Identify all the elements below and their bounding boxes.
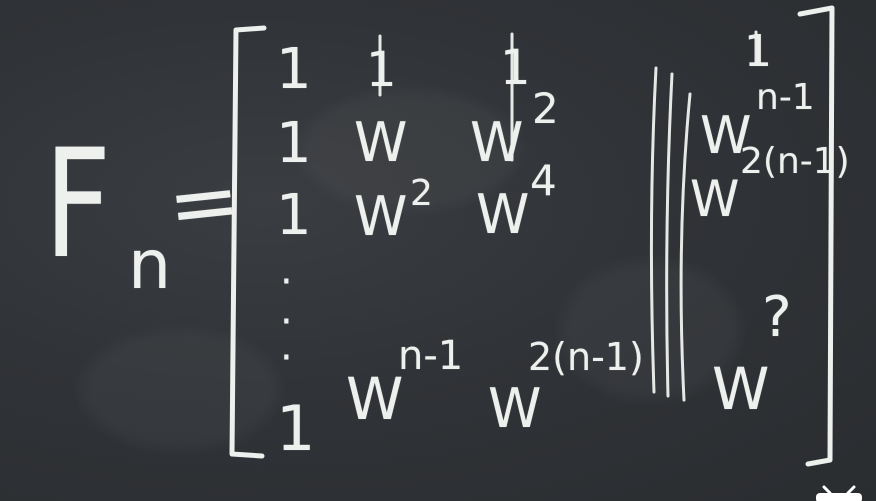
equals-sign: = bbox=[162, 149, 246, 257]
matrix-entry-c2-last-exp: n-1 bbox=[398, 333, 464, 379]
matrix-entry-c1-r0: 1 bbox=[276, 37, 312, 102]
matrix-entry-c2-r2-base: W bbox=[354, 185, 408, 248]
matrix-entry-c3-r0: 1 bbox=[500, 40, 531, 96]
matrix-entry-cn-last-exp: ? bbox=[762, 285, 792, 350]
matrix-entry-c1-last: 1 bbox=[276, 392, 316, 465]
matrix-symbol-F: F bbox=[44, 118, 112, 292]
matrix-entry-c3-r1-exp: 2 bbox=[532, 84, 559, 133]
matrix-entry-c3-last-exp: 2(n-1) bbox=[528, 335, 644, 379]
matrix-entry-c2-r0: 1 bbox=[366, 42, 397, 98]
matrix-entry-c3-r2-exp: 4 bbox=[530, 156, 557, 205]
matrix-entry-c1-r1: 1 bbox=[276, 111, 312, 176]
matrix-entry-c3-r1-base: W bbox=[470, 111, 524, 174]
matrix-entry-cn-last-base: W bbox=[712, 355, 770, 423]
matrix-entry-c1-dot1: · bbox=[280, 259, 293, 305]
tv-logo-icon bbox=[810, 485, 868, 501]
matrix-entry-cn-r1-base: W bbox=[700, 106, 752, 166]
matrix-entry-c2-last-base: W bbox=[346, 365, 404, 433]
matrix-entry-cn-r0: 1 bbox=[744, 26, 772, 77]
matrix-entry-c1-dot3: · bbox=[280, 335, 293, 381]
matrix-entry-cn-r2-base: W bbox=[690, 170, 740, 228]
matrix-entry-c3-r2-base: W bbox=[476, 183, 530, 246]
matrix-entry-c2-r1-base: W bbox=[354, 111, 408, 174]
matrix-entry-c1-r2: 1 bbox=[276, 183, 312, 248]
matrix-entry-c2-r2-exp: 2 bbox=[410, 173, 433, 214]
matrix-entry-cn-r1-exp: n-1 bbox=[756, 77, 815, 118]
matrix-subscript-n: n bbox=[128, 226, 172, 305]
matrix-entry-cn-r2-exp: 2(n-1) bbox=[740, 141, 850, 182]
matrix-entry-c1-dot2: · bbox=[280, 299, 293, 345]
matrix-entry-c3-last-base: W bbox=[488, 377, 542, 440]
